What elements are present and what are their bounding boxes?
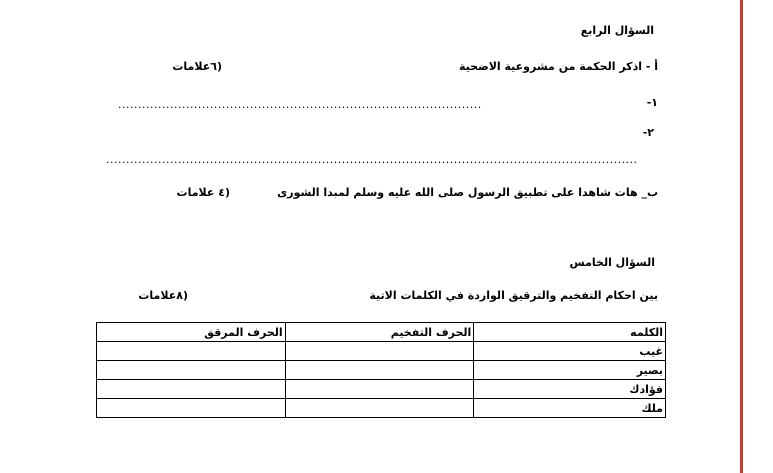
tafkhim-answer-cell[interactable]	[285, 361, 474, 380]
word-cell: بصير	[474, 361, 666, 380]
word-cell: فؤادك	[474, 380, 666, 399]
table-row	[97, 361, 666, 380]
q5-title: السؤال الخامس	[569, 256, 655, 269]
tarqiq-answer-cell[interactable]	[97, 380, 286, 399]
q4-title: السؤال الرابع	[580, 24, 654, 37]
page-border	[740, 0, 743, 473]
tarqiq-answer-cell[interactable]	[97, 399, 286, 418]
table-row	[97, 342, 666, 361]
answer-line-2-number: ٢-	[642, 126, 654, 139]
header-tafkhim-letter: الحرف التفخيم	[285, 323, 474, 342]
tarqiq-answer-cell[interactable]	[97, 342, 286, 361]
words-table	[96, 322, 666, 418]
answer-line-2-dots: .....................................................................................................................................	[106, 154, 638, 166]
answer-line-1-number: ١-	[646, 96, 658, 109]
q5-instruction: بين احكام التفخيم والترقيق الواردة في الكلمات الاتية	[369, 289, 658, 302]
tafkhim-answer-cell[interactable]	[285, 399, 474, 418]
q4-part-a-marks: (٦علامات	[172, 60, 222, 73]
header-tarqiq-letter: الحرف المرقق	[97, 323, 286, 342]
tafkhim-answer-cell[interactable]	[285, 342, 474, 361]
q5-marks: (٨علامات	[138, 289, 188, 302]
q4-part-b-text: ب_ هات شاهدا على تطبيق الرسول صلى الله عليه وسلم لمبدا الشورى	[277, 186, 658, 199]
table-row	[97, 399, 666, 418]
tarqiq-answer-cell[interactable]	[97, 361, 286, 380]
answer-line-1-dots: ...........................................................................................	[118, 99, 482, 111]
tafkhim-answer-cell[interactable]	[285, 380, 474, 399]
table-row	[97, 380, 666, 399]
word-cell: ملك	[474, 399, 666, 418]
header-word: الكلمه	[474, 323, 666, 342]
word-cell: غيب	[474, 342, 666, 361]
q4-part-b-marks: (٤ علامات	[176, 186, 230, 199]
q4-part-a-text: أ - اذكر الحكمة من مشروعية الاضحية	[459, 60, 658, 73]
table-header-row	[97, 323, 666, 342]
